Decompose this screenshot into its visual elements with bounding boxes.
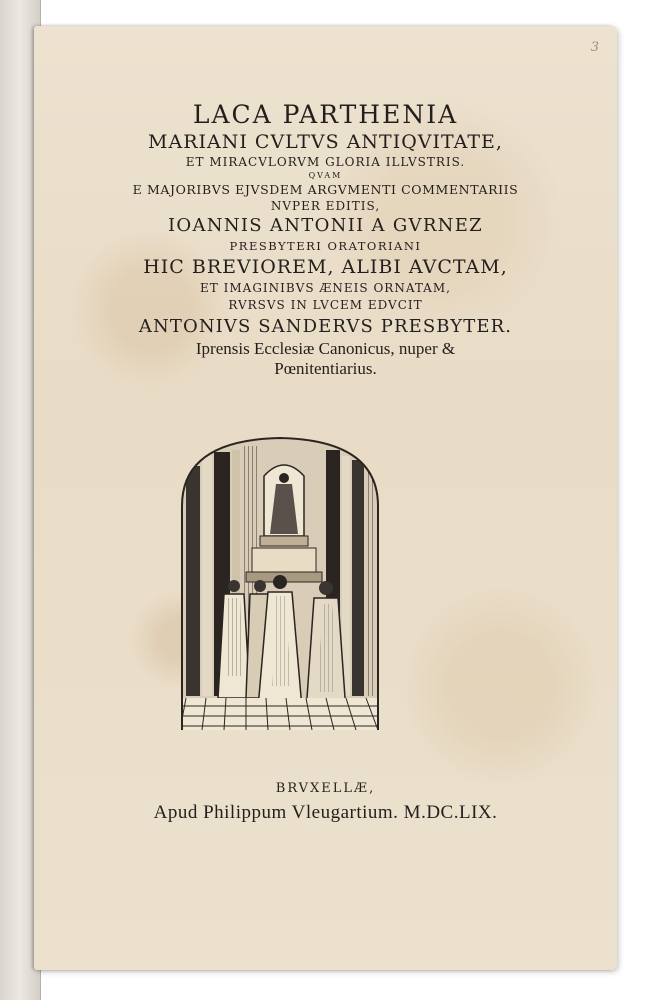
editor-role-line: Pœnitentiarius. <box>274 359 377 378</box>
imprint-block <box>34 778 617 826</box>
imprint-place: BRVXELLÆ, <box>275 781 376 796</box>
editor-line: ANTONIVS SANDERVS PRESBYTER. <box>138 316 513 337</box>
subtitle-line: QVAM <box>308 171 343 180</box>
subtitle-line: MARIANI CVLTVS ANTIQVITATE, <box>148 131 503 153</box>
title-page <box>34 26 617 970</box>
title-line: LACA PARTHENIA <box>192 100 459 129</box>
subtitle-line: NVPER EDITIS, <box>270 199 381 213</box>
author-role-line: PRESBYTERI ORATORIANI <box>229 239 422 253</box>
subtitle-line: ET IMAGINIBVS ÆNEIS ORNATAM, <box>200 281 451 295</box>
engraving-illustration <box>176 436 384 730</box>
title-block <box>34 98 617 379</box>
imprint-publisher: Apud Philippum Vleugartium. M.DC.LIX. <box>153 802 498 823</box>
subtitle-line: ET MIRACVLORVM GLORIA ILLVSTRIS. <box>185 155 466 169</box>
author-line: IOANNIS ANTONII A GVRNEZ <box>168 215 483 236</box>
subtitle-line: E MAJORIBVS EJVSDEM ARGVMENTI COMMENTARIIS <box>132 182 519 197</box>
subtitle-line: RVRSVS IN LVCEM EDVCIT <box>228 298 423 312</box>
editor-role-line: Iprensis Ecclesiæ Canonicus, nuper & <box>195 339 456 358</box>
page-number: 3 <box>590 40 599 55</box>
subtitle-line: HIC BREVIOREM, ALIBI AVCTAM, <box>143 256 508 278</box>
